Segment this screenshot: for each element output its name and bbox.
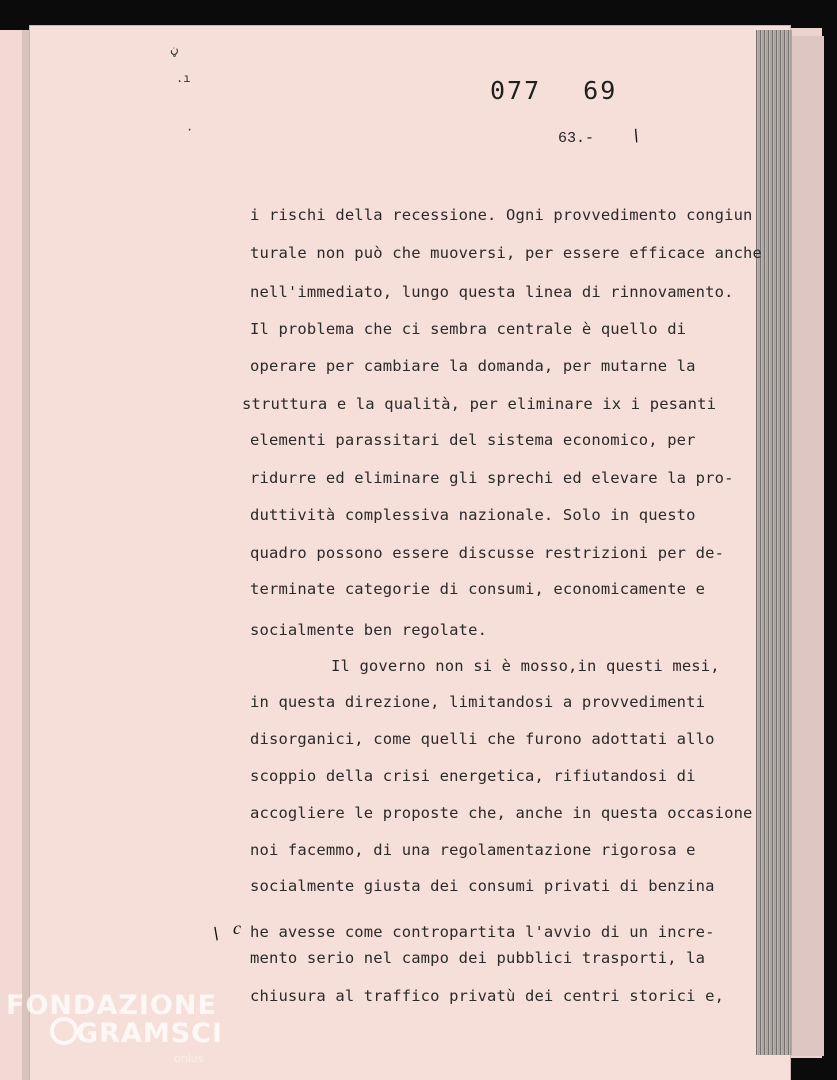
- page-edge-shadow: [756, 30, 792, 1055]
- text-line: Il governo non si è mosso,in questi mesi,: [331, 657, 720, 675]
- watermark-line-1: FONDAZIONE: [6, 990, 217, 1021]
- text-line: duttività complessiva nazionale. Solo in questo: [250, 506, 696, 524]
- text-line: terminate categorie di consumi, economicamente e: [250, 580, 706, 598]
- text-line: chiusura al traffico privatù dei centri storici e,: [250, 987, 725, 1005]
- archive-number-left: 077: [490, 76, 542, 105]
- text-line: Il problema che ci sembra centrale è quello di: [250, 320, 687, 338]
- text-line: accogliere le proposte che, anche in questa occasione: [250, 804, 753, 822]
- corner-mark-top: ڼ: [170, 43, 179, 57]
- text-line: socialmente giusta dei consumi privati di benzina: [250, 877, 715, 895]
- watermark-logo-icon: [50, 1017, 78, 1045]
- text-line: elementi parassitari del sistema economico, per: [250, 431, 696, 449]
- watermark-line-2: GRAMSCI: [76, 1018, 224, 1049]
- text-line: mento serio nel campo dei pubblici trasporti, la: [250, 949, 706, 967]
- text-line: struttura e la qualità, per eliminare ix i pesanti: [242, 395, 717, 413]
- foundation-watermark: [0, 990, 224, 1080]
- stacked-sheet-2: [790, 36, 824, 1056]
- text-line: disorganici, come quelli che furono adottati allo: [250, 730, 715, 748]
- text-line: socialmente ben regolate.: [250, 621, 488, 639]
- text-line: operare per cambiare la domanda, per mutarne la: [250, 357, 696, 375]
- margin-slash-mark: /: [209, 923, 223, 945]
- corner-mark-middle: .ı: [176, 72, 191, 86]
- text-line: he avesse come contropartita l'avvio di un incre-: [250, 923, 715, 941]
- text-line: noi facemmo, di una regolamentazione rigorosa e: [250, 841, 696, 859]
- margin-annotation: c: [233, 918, 241, 938]
- page-number: 63.-: [558, 130, 595, 147]
- text-line: i rischi della recessione. Ogni provvedimento congiun: [250, 206, 753, 224]
- archive-number-right: 69: [583, 76, 618, 105]
- text-line: quadro possono essere discusse restrizioni per de-: [250, 544, 725, 562]
- text-line: ridurre ed eliminare gli sprechi ed elevare la pro-: [250, 469, 734, 487]
- text-line: turale non può che muoversi, per essere efficace anche: [250, 244, 763, 262]
- text-line: in questa direzione, limitandosi a provvedimenti: [250, 693, 706, 711]
- archive-number: [490, 76, 617, 105]
- left-binding-shadow: [22, 30, 30, 1080]
- page-check-mark: /: [630, 125, 643, 147]
- watermark-suffix: onlus: [174, 1052, 204, 1065]
- text-line: nell'immediato, lungo questa linea di rinnovamento.: [250, 283, 734, 301]
- corner-dot: ·: [186, 123, 194, 137]
- text-line: scoppio della crisi energetica, rifiutandosi di: [250, 767, 696, 785]
